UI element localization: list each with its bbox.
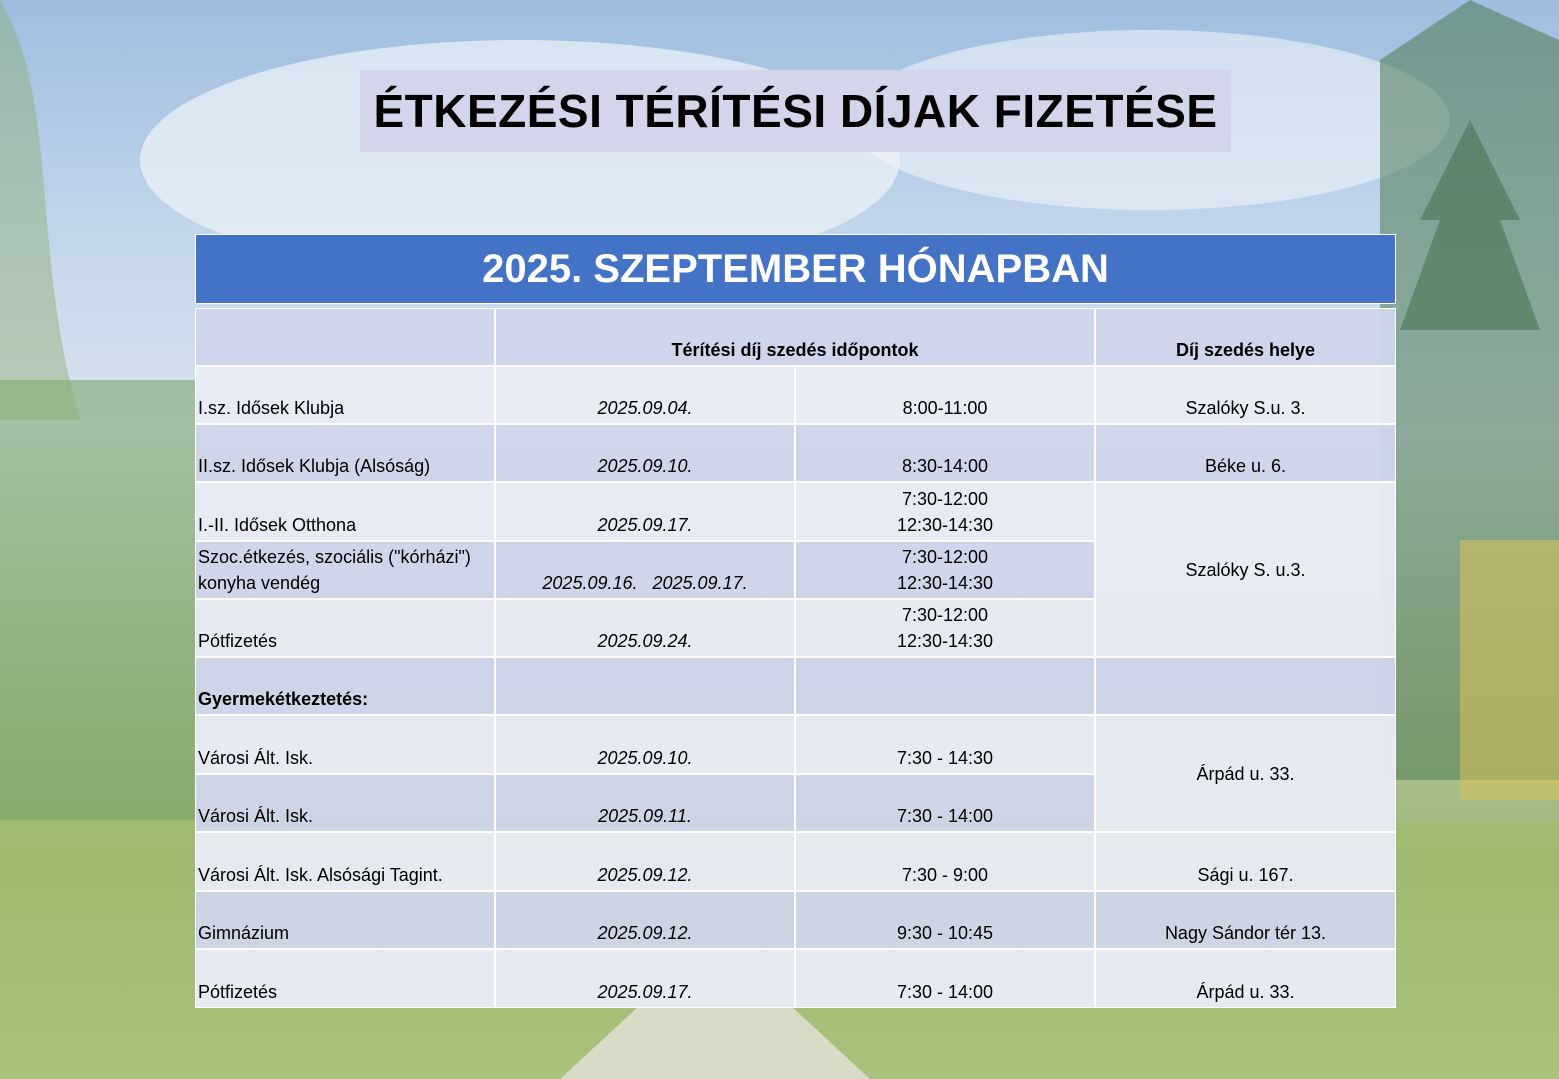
row-time: 8:30-14:00 bbox=[795, 424, 1095, 482]
row-date: 2025.09.12. bbox=[495, 832, 795, 891]
row-name: Pótfizetés bbox=[195, 599, 495, 657]
row-date: 2025.09.04. bbox=[495, 366, 795, 424]
merged-place: Árpád u. 33. bbox=[1095, 715, 1396, 832]
row-name: Városi Ált. Isk. Alsósági Tagint. bbox=[195, 832, 495, 891]
schedule-table bbox=[195, 234, 1396, 1008]
row-time bbox=[795, 541, 1095, 599]
page-title: ÉTKEZÉSI TÉRÍTÉSI DÍJAK FIZETÉSE bbox=[360, 70, 1231, 152]
row-name: Pótfizetés bbox=[195, 949, 495, 1008]
row-date: 2025.09.17. bbox=[495, 949, 795, 1008]
time-line-2: 12:30-14:30 bbox=[896, 631, 994, 651]
time-line-1: 7:30-12:00 bbox=[901, 605, 989, 625]
row-name: I.sz. Idősek Klubja bbox=[195, 366, 495, 424]
row-name: Gimnázium bbox=[195, 891, 495, 949]
time-line-1: 7:30-12:00 bbox=[901, 547, 989, 567]
row-time bbox=[795, 599, 1095, 657]
row-time: 7:30 - 14:00 bbox=[795, 949, 1095, 1008]
row-date: 2025.09.10. bbox=[495, 424, 795, 482]
row-time: 8:00-11:00 bbox=[795, 366, 1095, 424]
header-place: Díj szedés helye bbox=[1095, 308, 1396, 366]
empty-cell bbox=[795, 657, 1095, 715]
row-place: Sági u. 167. bbox=[1095, 832, 1396, 891]
name-line-2: konyha vendég bbox=[198, 573, 321, 593]
time-line-2: 12:30-14:30 bbox=[896, 573, 994, 593]
row-name bbox=[195, 541, 495, 599]
row-name: II.sz. Idősek Klubja (Alsóság) bbox=[195, 424, 495, 482]
row-date: 2025.09.17. bbox=[495, 482, 795, 541]
row-time: 7:30 - 14:00 bbox=[795, 774, 1095, 832]
empty-cell bbox=[495, 657, 795, 715]
empty-cell bbox=[1095, 657, 1396, 715]
row-time bbox=[795, 482, 1095, 541]
row-place: Árpád u. 33. bbox=[1095, 949, 1396, 1008]
row-time: 7:30 - 9:00 bbox=[795, 832, 1095, 891]
row-date: 2025.09.11. bbox=[495, 774, 795, 832]
row-name: Városi Ált. Isk. bbox=[195, 774, 495, 832]
name-line-1: Szoc.étkezés, szociális ("kórházi") bbox=[198, 547, 471, 567]
row-date: 2025.09.24. bbox=[495, 599, 795, 657]
section-heading: Gyermekétkeztetés: bbox=[195, 657, 495, 715]
header-times: Térítési díj szedés időpontok bbox=[495, 308, 1095, 366]
time-line-1: 7:30-12:00 bbox=[901, 488, 989, 509]
time-line-2: 12:30-14:30 bbox=[896, 514, 994, 535]
row-time: 7:30 - 14:30 bbox=[795, 715, 1095, 774]
row-date: 2025.09.12. bbox=[495, 891, 795, 949]
merged-place: Szalóky S. u.3. bbox=[1095, 482, 1396, 657]
row-date: 2025.09.10. bbox=[495, 715, 795, 774]
header-empty-cell bbox=[195, 308, 495, 366]
row-place: Nagy Sándor tér 13. bbox=[1095, 891, 1396, 949]
row-name: I.-II. Idősek Otthona bbox=[195, 482, 495, 541]
row-place: Béke u. 6. bbox=[1095, 424, 1396, 482]
row-name: Városi Ált. Isk. bbox=[195, 715, 495, 774]
row-place: Szalóky S.u. 3. bbox=[1095, 366, 1396, 424]
row-time: 9:30 - 10:45 bbox=[795, 891, 1095, 949]
month-banner: 2025. SZEPTEMBER HÓNAPBAN bbox=[195, 234, 1396, 304]
row-date: 2025.09.16. 2025.09.17. bbox=[495, 541, 795, 599]
